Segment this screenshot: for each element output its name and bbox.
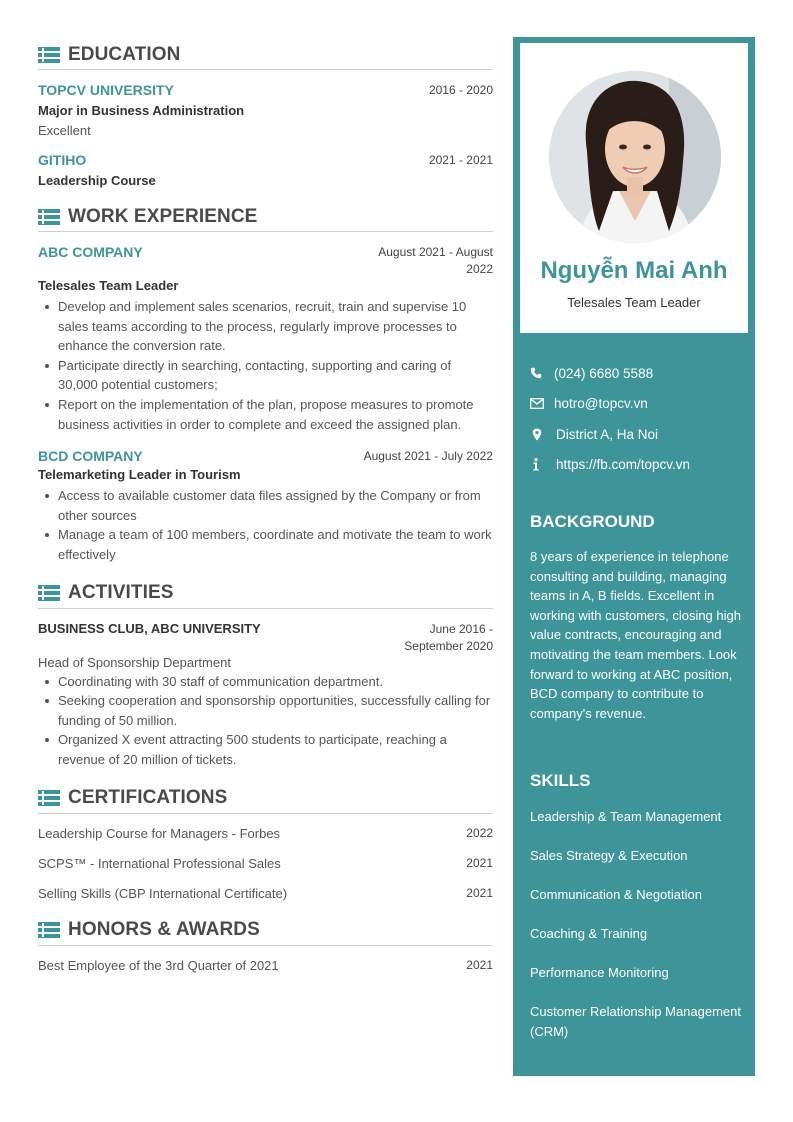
section-header	[38, 40, 493, 70]
phone-icon	[530, 365, 550, 381]
list-item: Seeking cooperation and sponsorship opportunities, successfully calling for funding of 50 million.	[38, 691, 493, 730]
section-title: HONORS & AWARDS	[68, 919, 260, 940]
date-line: June 2016 -	[429, 621, 493, 636]
job-title: Telemarketing Leader in Tourism	[38, 467, 241, 483]
section-title: EDUCATION	[68, 43, 181, 65]
skills-list	[530, 807, 745, 1061]
email-address: hotro@topcv.vn	[554, 396, 648, 412]
contact-website	[530, 450, 745, 481]
phone-number: (024) 6680 5588	[554, 365, 654, 381]
list-section-icon	[38, 209, 60, 225]
section-title: WORK EXPERIENCE	[68, 205, 258, 227]
degree: Leadership Course	[38, 173, 156, 188]
date-line: 2022	[466, 262, 493, 276]
contact-address	[530, 419, 745, 450]
sidebar	[513, 37, 755, 1076]
list-item: Organized X event attracting 500 students to participate, reaching a revenue of 20 million of tickets.	[38, 730, 493, 769]
list-section-icon	[38, 922, 60, 938]
work-entry	[38, 244, 493, 434]
award-row	[38, 958, 493, 973]
main-column	[38, 40, 493, 988]
job-title: Telesales Team Leader	[38, 278, 179, 293]
background-title: BACKGROUND	[530, 512, 655, 531]
certification-row	[38, 826, 493, 841]
company-name: ABC COMPANY	[38, 244, 143, 260]
skill-item: Customer Relationship Management (CRM)	[530, 1004, 741, 1040]
list-item: Develop and implement sales scenarios, recruit, train and supervise 10 sales teams according to the process, regularly improve processes to enhance the conversion rate.	[38, 297, 493, 356]
contact-email	[530, 389, 745, 420]
date-range	[404, 621, 493, 655]
education-section	[38, 40, 493, 188]
work-section	[38, 202, 493, 565]
school-name: GITIHO	[38, 152, 87, 168]
profile-card	[520, 43, 748, 333]
skill-item: Coaching & Training	[530, 926, 648, 942]
list-section-icon	[38, 585, 60, 601]
activities-section	[38, 579, 493, 770]
list-item: Report on the implementation of the plan, propose measures to promote business activities in order to complete and exceed the assigned plan.	[38, 395, 493, 434]
contact-list	[530, 358, 745, 480]
school-name: TOPCV UNIVERSITY	[38, 82, 174, 98]
certifications-section	[38, 784, 493, 901]
education-entry	[38, 152, 493, 188]
certification-row	[38, 886, 493, 901]
address: District A, Ha Noi	[556, 426, 659, 442]
list-section-icon	[38, 47, 60, 63]
mail-icon	[530, 396, 550, 412]
skills-title: SKILLS	[530, 771, 591, 790]
certification-year: 2021	[466, 885, 493, 900]
section-header	[38, 202, 493, 232]
certification-name: SCPS™ - International Professional Sales	[38, 855, 281, 871]
certification-year: 2021	[466, 855, 493, 870]
date-range: August 2021 - July 2022	[363, 449, 493, 464]
company-name: BCD COMPANY	[38, 448, 143, 465]
list-item: Coordinating with 30 staff of communication department.	[38, 672, 493, 692]
section-header	[38, 579, 493, 609]
bullet-list	[38, 672, 493, 770]
certification-row	[38, 856, 493, 871]
certification-name: Selling Skills (CBP International Certificate)	[38, 885, 288, 901]
activity-entry	[38, 621, 493, 770]
award-year: 2021	[466, 957, 493, 972]
grade: Excellent	[38, 123, 91, 138]
skill-item: Communication & Negotiation	[530, 887, 702, 903]
bullet-list	[38, 297, 493, 434]
avatar-photo	[549, 71, 721, 243]
background-text: 8 years of experience in telephone consulting and building, managing teams in A, B fields. Excellent in working with customers, closing high value contracts, encouraging and motivating the team members. Look forward to working at ABC position, BCD company to contribute to company's revenue.	[530, 549, 741, 721]
section-title: CERTIFICATIONS	[68, 787, 228, 808]
info-icon	[530, 457, 550, 473]
certification-name: Leadership Course for Managers - Forbes	[38, 825, 281, 841]
degree: Major in Business Administration	[38, 103, 245, 118]
date-line: September 2020	[404, 638, 493, 653]
skill-item: Sales Strategy & Execution	[530, 848, 688, 864]
section-header	[38, 784, 493, 814]
list-item: Participate directly in searching, contacting, supporting and caring of 30,000 potential customers;	[38, 356, 493, 395]
activity-role: Head of Sponsorship Department	[38, 654, 231, 670]
certification-year: 2022	[466, 825, 493, 840]
date-range: 2016 - 2020	[428, 83, 493, 97]
profile-name: Nguyễn Mai Anh	[540, 257, 728, 284]
date-range: 2021 - 2021	[428, 153, 493, 167]
website-link[interactable]: https://fb.com/topcv.vn	[556, 457, 691, 473]
organization-name: BUSINESS CLUB, ABC UNIVERSITY	[38, 620, 261, 636]
bullet-list	[38, 486, 493, 564]
skill-item: Leadership & Team Management	[530, 809, 722, 824]
profile-title: Telesales Team Leader	[567, 295, 701, 310]
education-entry	[38, 82, 493, 138]
award-name: Best Employee of the 3rd Quarter of 2021	[38, 957, 279, 973]
list-item: Manage a team of 100 members, coordinate and motivate the team to work effectively	[38, 525, 493, 564]
skill-item: Performance Monitoring	[530, 965, 669, 981]
avatar	[549, 71, 721, 243]
section-title: ACTIVITIES	[68, 582, 174, 604]
section-header	[38, 916, 493, 946]
work-entry	[38, 448, 493, 564]
list-section-icon	[38, 790, 60, 806]
date-range	[378, 244, 493, 278]
location-pin-icon	[530, 426, 550, 442]
contact-phone	[530, 358, 745, 389]
date-line: August 2021 - August	[378, 245, 493, 259]
honors-section	[38, 916, 493, 973]
list-item: Access to available customer data files assigned by the Company or from other sources	[38, 486, 493, 525]
